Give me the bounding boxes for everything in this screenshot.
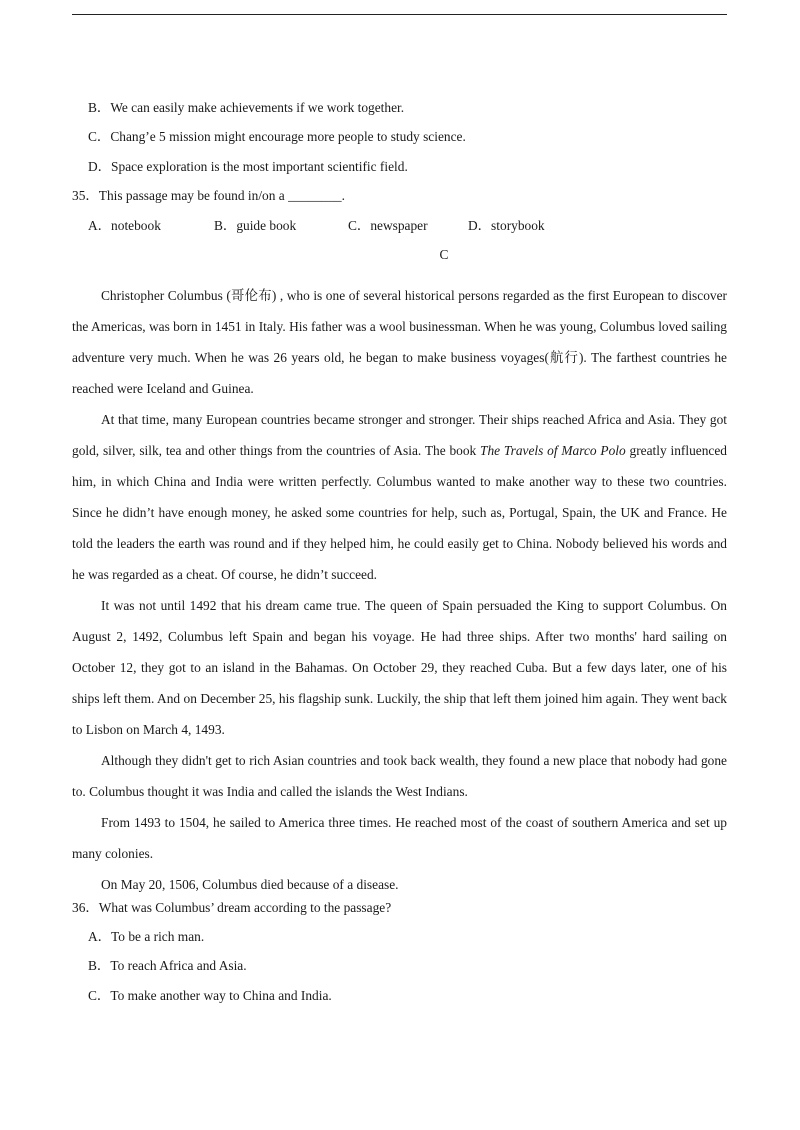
q35-option-a[interactable]: A．notebook <box>88 218 161 233</box>
q34-option-c[interactable]: C．Chang’e 5 mission might encourage more people to study science. <box>88 129 466 144</box>
q34-option-b[interactable]: B．We can easily make achievements if we work together. <box>88 100 405 115</box>
paragraph-2-text-start: At that time, many European countries became stronger and stronger. Their ships reached Africa and Asia. They got gold, silver, silk, tea and other things from the countries of Asia. The book <box>72 412 727 458</box>
q35-question: 35．This passage may be found in/on a ________. <box>72 188 345 203</box>
q36-option-a[interactable]: A．To be a rich man. <box>88 929 205 944</box>
passage-paragraph-2 <box>72 404 727 590</box>
q35-option-b[interactable]: B．guide book <box>214 218 297 233</box>
q36-option-b[interactable]: B．To reach Africa and Asia. <box>88 958 247 973</box>
q36-question: 36．What was Columbus’ dream according to the passage? <box>72 900 392 915</box>
q36-option-c[interactable]: C．To make another way to China and India. <box>88 988 332 1003</box>
passage-paragraph-6: On May 20, 1506, Columbus died because of a disease. <box>101 877 399 892</box>
section-label: C <box>439 247 449 262</box>
q35-option-d[interactable]: D．storybook <box>468 218 545 233</box>
q35-options <box>88 216 648 236</box>
book-title: The Travels of Marco Polo <box>480 443 626 458</box>
q35-option-c[interactable]: C．newspaper <box>348 218 428 233</box>
passage-paragraph-3: It was not until 1492 that his dream came true. The queen of Spain persuaded the King to support Columbus. On August 2, 1492, Columbus left Spain and began his voyage. He had three ships. After two months' hard sailing on October 12, they got to an island in the Bahamas. On October 29, they reached Cuba. But a few days later, one of his ships left them. And on December 25, his flagship sunk. Luckily, the ship that left them joined him again. They went back to Lisbon on March 4, 1493. <box>72 598 727 737</box>
passage-paragraph-1: Christopher Columbus (哥伦布) , who is one of several historical persons regarded as the first European to discover the Americas, was born in 1451 in Italy. His father was a wool businessman. When he was young, Columbus loved sailing adventure very much. When he was 26 years old, he began to make business voyages(航行). The farthest countries he reached were Iceland and Guinea. <box>72 288 727 396</box>
paragraph-2-text-end: greatly influenced him, in which China and India were written perfectly. Columbus wanted to make another way to these two countries. Since he didn’t have enough money, he asked some countries for help, such as, Portugal, Spain, the UK and France. He told the leaders the earth was round and if they helped him, he could easily get to China. Nobody believed his words and he was regarded as a cheat. Of course, he didn’t succeed. <box>72 443 727 582</box>
passage-paragraph-5: From 1493 to 1504, he sailed to America three times. He reached most of the coast of southern America and set up many colonies. <box>72 815 727 861</box>
header-rule <box>72 14 727 15</box>
passage-paragraph-4: Although they didn't get to rich Asian countries and took back wealth, they found a new place that nobody had gone to. Columbus thought it was India and called the islands the West Indians. <box>72 753 727 799</box>
reading-passage <box>72 280 727 900</box>
q34-option-d[interactable]: D．Space exploration is the most important scientific field. <box>88 159 408 174</box>
